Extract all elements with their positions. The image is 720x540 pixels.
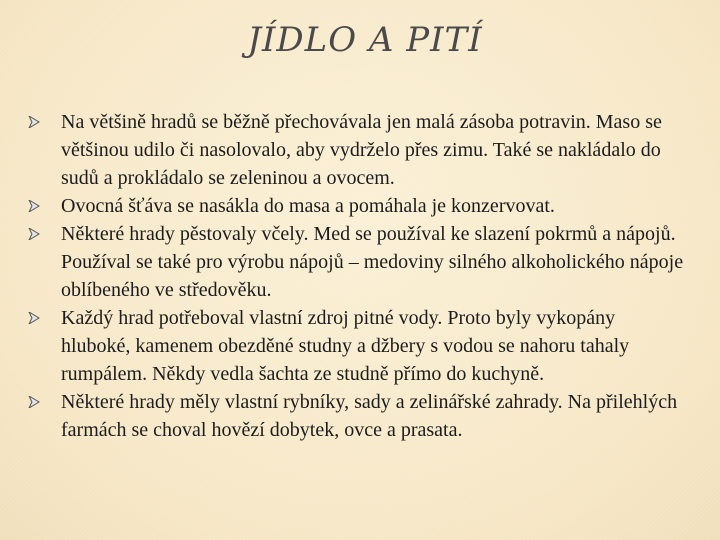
arrowhead-bullet-icon [28,116,40,128]
slide-title: JÍDLO A PITÍ [247,20,483,60]
bullet-text: Na většině hradů se běžně přechovávala jen malá zásoba potravin. Maso se většinou udilo či nasolovalo, aby vydrželo přes zimu. Také se nakládalo do sudů a prokládalo se zeleninou a ovocem. [61,111,662,189]
list-item [28,388,688,444]
bullet-text: Ovocná šťáva se nasákla do masa a pomáhala je konzervovat. [61,195,555,217]
list-item [28,192,688,220]
bullet-text: Každý hrad potřeboval vlastní zdroj pitné vody. Proto byly vykopány hluboké, kamenem obezděné studny a džbery s vodou se nahoru tahaly rumpálem. Někdy vedla šachta ze studně přímo do kuchyně. [61,307,630,385]
list-item [28,220,688,304]
list-item [28,304,688,388]
bullet-text: Některé hrady pěstovaly včely. Med se používal ke slazení pokrmů a nápojů. Používal se také pro výrobu nápojů – medoviny silného alkoholického nápoje oblíbeného ve středověku. [61,223,684,301]
arrowhead-bullet-icon [28,396,40,408]
bullet-text: Některé hrady měly vlastní rybníky, sady a zelinářské zahrady. Na přilehlých farmách se choval hovězí dobytek, ovce a prasata. [61,391,678,441]
bullet-list [28,108,688,444]
arrowhead-bullet-icon [28,312,40,324]
list-item [28,108,688,192]
arrowhead-bullet-icon [28,228,40,240]
arrowhead-bullet-icon [28,200,40,212]
